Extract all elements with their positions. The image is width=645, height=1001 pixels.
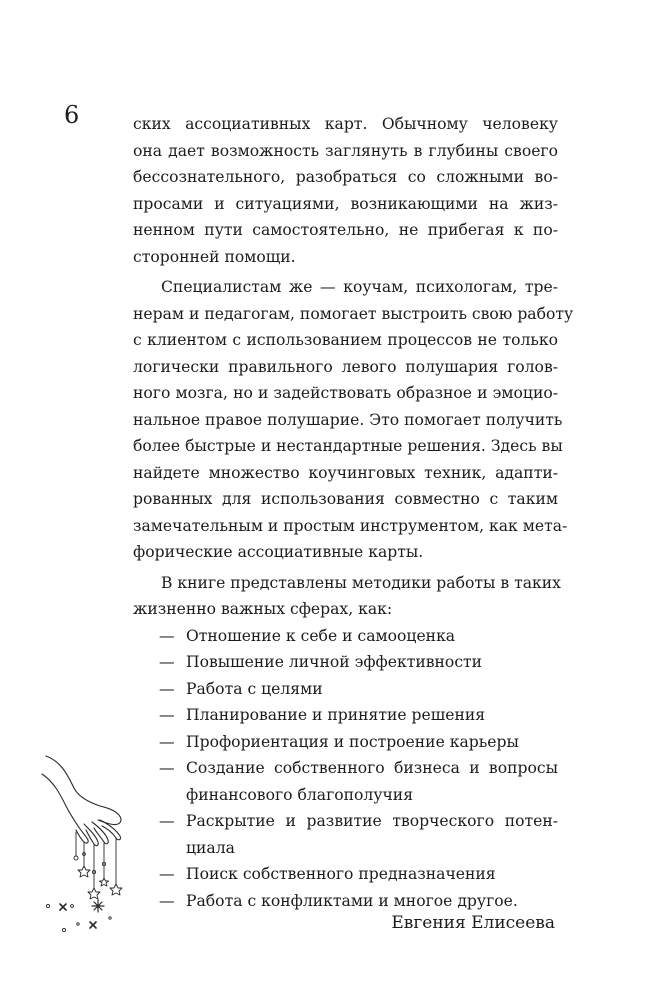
dash-bullet: — [159, 626, 175, 645]
text-line: логически правильного левого полушария голов- [133, 357, 558, 376]
list-item-text: Работа с конфликтами и многое другое. [186, 891, 518, 910]
text-line: ного мозга, но и задействовать образное и эмоцио- [133, 384, 558, 402]
text-line: В книге представлены методики работы в таких [161, 573, 561, 592]
list-item-text: Поиск собственного предназначения [186, 865, 496, 883]
paragraph-3 [133, 570, 561, 623]
text-line: рованных для использования совместно с таким [133, 490, 558, 508]
text-line: нальное правое полушарие. Это помогает получить [133, 410, 563, 429]
dash-bullet: — [159, 891, 175, 910]
dash-bullet: — [159, 706, 175, 724]
list-item-text: циала [186, 838, 235, 857]
list-item [133, 808, 558, 861]
list-item-text: Профориентация и построение карьеры [186, 732, 519, 751]
list-item-text: Работа с целями [186, 679, 323, 698]
text-line: форические ассоциативные карты. [133, 543, 424, 561]
list-item [133, 755, 558, 808]
text-line: она дает возможность заглянуть в глубины своего [133, 141, 558, 160]
text-line: сторонней помощи. [133, 247, 296, 266]
topics-list [133, 623, 558, 915]
text-line: замечательным и простым инструментом, как мета- [133, 516, 568, 535]
list-item [133, 623, 558, 650]
text-line: более быстрые и нестандартные решения. Здесь вы [133, 437, 563, 455]
page-number: 6 [64, 101, 80, 129]
list-item-text: Раскрытие и развитие творческого потен- [186, 812, 558, 830]
list-item [133, 649, 558, 676]
list-item-text: Повышение личной эффективности [186, 653, 483, 671]
list-item-text: Отношение к себе и самооценка [186, 626, 456, 645]
hand-with-stars-illustration [38, 748, 150, 948]
text-line: ненном пути самостоятельно, не прибегая к по- [133, 221, 558, 239]
text-line: Специалистам же — коучам, психологам, тре- [161, 278, 558, 296]
dash-bullet: — [159, 812, 175, 830]
text-line: найдете множество коучинговых техник, адапти- [133, 463, 558, 482]
list-item-text: Создание собственного бизнеса и вопросы [186, 759, 558, 777]
text-line: ских ассоциативных карт. Обычному человеку [133, 115, 558, 133]
list-item [133, 729, 558, 756]
dash-bullet: — [159, 653, 175, 671]
dash-bullet: — [159, 759, 175, 777]
dash-bullet: — [159, 865, 175, 883]
dash-bullet: — [159, 679, 175, 698]
list-item [133, 702, 558, 729]
paragraph-1 [133, 111, 558, 270]
text-line: бессознательного, разобраться со сложными во- [133, 168, 558, 186]
text-line: нерам и педагогам, помогает выстроить свою работу [133, 304, 574, 323]
text-line: жизненно важных сферах, как: [133, 600, 393, 618]
text-line: просами и ситуациями, возникающими на жиз- [133, 194, 558, 213]
list-item [133, 888, 558, 915]
list-item-text: финансового благополучия [186, 785, 414, 804]
text-line: с клиентом с использованием процессов не только [133, 331, 558, 349]
dash-bullet: — [159, 732, 175, 751]
author-footer: Евгения Елисеева [391, 913, 555, 933]
list-item-text: Планирование и принятие решения [186, 706, 486, 724]
body-text [133, 111, 574, 914]
list-item [133, 861, 558, 888]
paragraph-2 [133, 274, 574, 566]
list-item [133, 676, 558, 703]
